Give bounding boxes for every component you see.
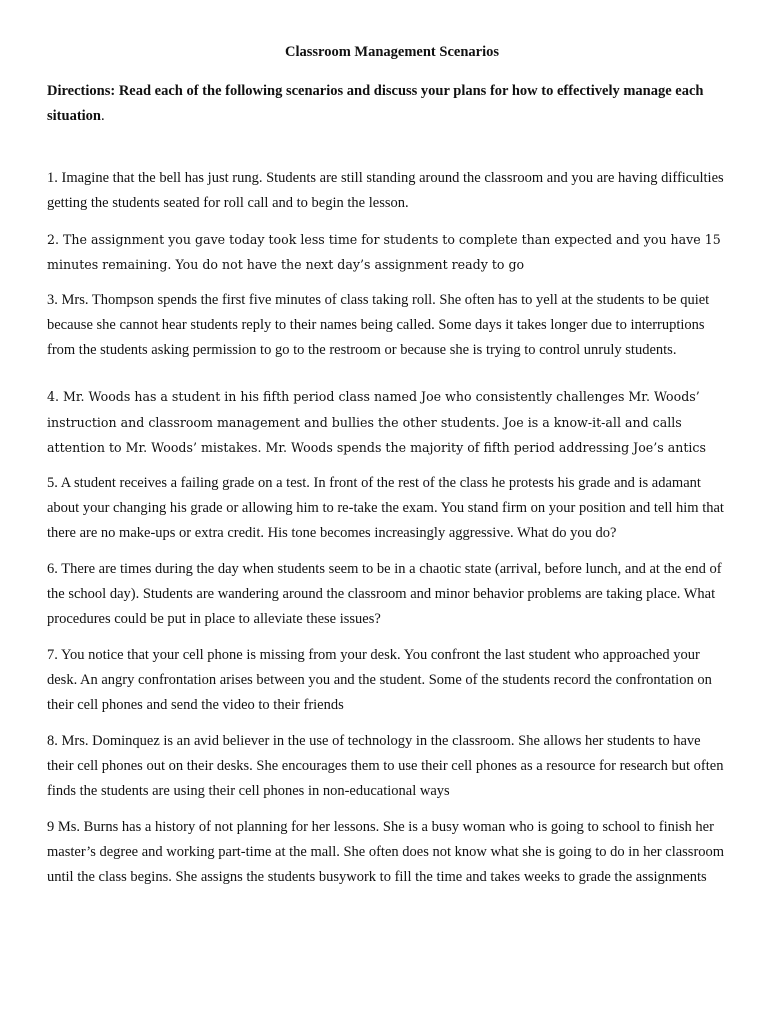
scenario-2: 2. The assignment you gave today took less time for students to complete than expected and you have 15 minutes remaining. You do not have the next day’s assignment ready to go [47, 231, 721, 273]
scenario-1: 1. Imagine that the bell has just rung. Students are still standing around the classroom and you are having difficulties getting the students seated for roll call and to begin the lesson. [47, 170, 724, 212]
scenario-3: 3. Mrs. Thompson spends the first five minutes of class taking roll. She often has to yell at the students to be quiet because she cannot hear students reply to their names being called. Some days it takes longer due to interruptions from the students asking permission to go to the restroom or because she is trying to control unruly students. [47, 291, 710, 359]
scenario-9: 9 Ms. Burns has a history of not planning for her lessons. She is a busy woman who is going to school to finish her master’s degree and working part-time at the mall. She often does not know what she is going to do in her classroom until the class begins. She assigns the students busywork to fill the time and takes weeks to grade the assignments [47, 818, 725, 886]
scenario-4: 4. Mr. Woods has a student in his fifth period class named Joe who consistently challenges Mr. Woods’ instruction and classroom management and bullies the other students. Joe is a know-it-all and calls attention to Mr. Woods’ mistakes. Mr. Woods spends the majority of fifth period addressing Joe’s antics [47, 389, 706, 455]
directions-text: Directions: Read each of the following scenarios and discuss your plans for how to effectively manage each situation [47, 83, 704, 124]
document-page [47, 42, 727, 901]
directions-period: . [101, 107, 105, 124]
directions-paragraph [47, 79, 727, 128]
document-title: Classroom Management Scenarios [285, 44, 499, 60]
scenario-7: 7. You notice that your cell phone is missing from your desk. You confront the last student who approached your desk. An angry confrontation arises between you and the student. Some of the students record the confrontation on their cell phones and send the video to their friends [47, 646, 712, 714]
scenario-5: 5. A student receives a failing grade on a test. In front of the rest of the class he protests his grade and is adamant about your changing his grade or allowing him to re-take the exam. You stand firm on your position and tell him that there are no make-ups or extra credit. His tone becomes increasingly aggressive. What do you do? [47, 474, 724, 541]
scenario-8: 8. Mrs. Dominquez is an avid believer in the use of technology in the classroom. She allows her students to have their cell phones out on their desks. She encourages them to use their cell phones as a resource for research but often finds the students are using their cell phones in non-educational ways [47, 732, 724, 800]
scenario-6: 6. There are times during the day when students seem to be in a chaotic state (arrival, before lunch, and at the end of the school day). Students are wandering around the classroom and minor behavior problems are taking place. What procedures could be put in place to alleviate these issues? [47, 560, 722, 628]
